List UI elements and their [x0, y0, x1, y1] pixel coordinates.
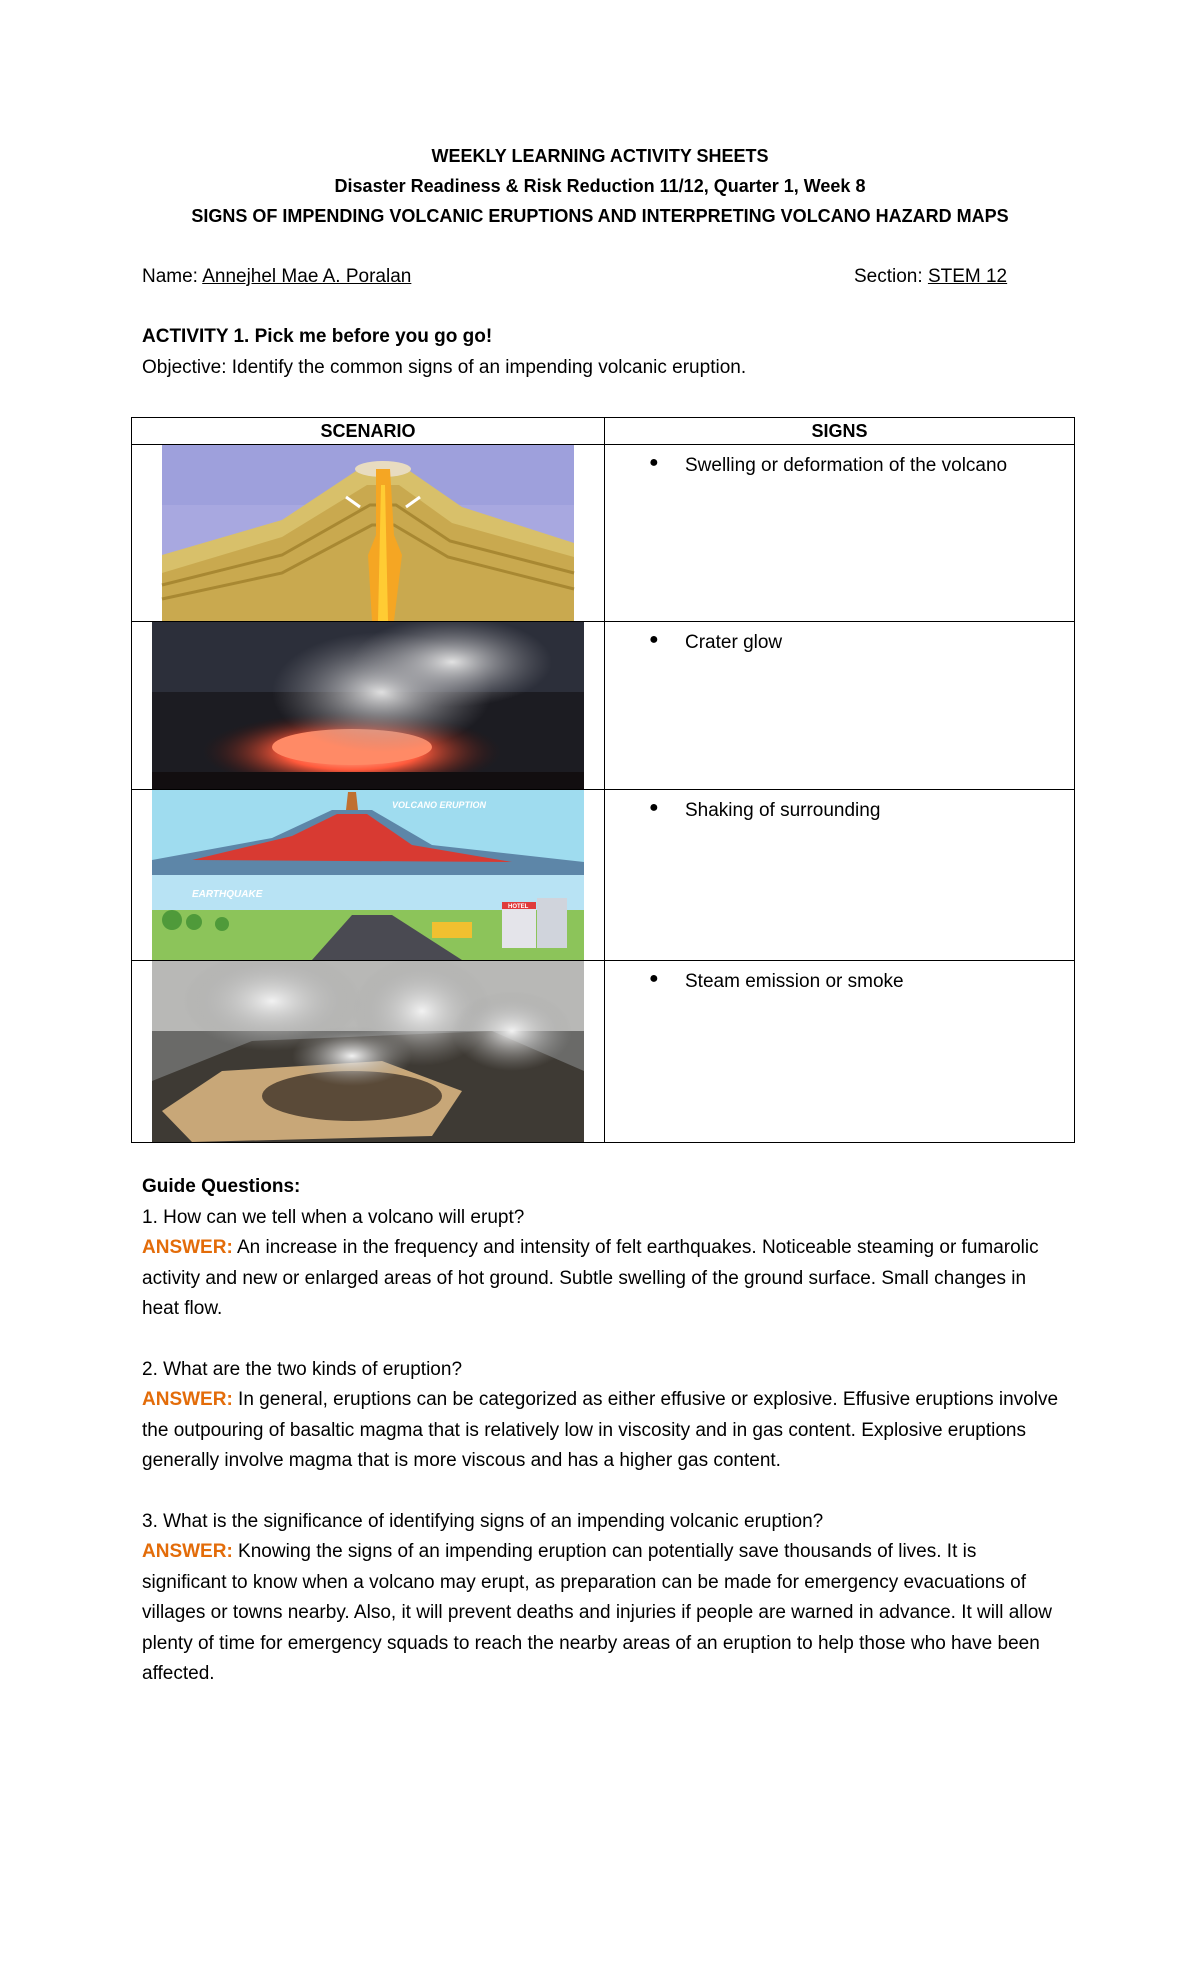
name-line [142, 266, 411, 288]
answer-2 [142, 1385, 1062, 1477]
scenario-image-cell [132, 961, 605, 1143]
bullet-icon: ● [649, 631, 659, 648]
table-row [132, 790, 1075, 961]
sign-text: Shaking of surrounding [685, 800, 881, 821]
answer-text: Knowing the signs of an impending eruption can potentially save thousands of lives. It is significant to know when a volcano may erupt, as preparation can be made for emergency evacuations of villages or towns nearby. Also, it will prevent deaths and injuries if people are warned in advance. It will allow plenty of time for emergency squads to reach the nearby areas of an eruption to help those who have been affected. [142, 1541, 1053, 1684]
crater-glow-image [132, 622, 604, 789]
steam-emission-image [132, 961, 604, 1142]
answer-3 [142, 1537, 1062, 1690]
question-1: 1. How can we tell when a volcano will erupt? [142, 1206, 525, 1228]
sign-cell [605, 445, 1075, 622]
bullet-icon: ● [649, 454, 659, 471]
scenario-image-cell [132, 445, 605, 622]
scenario-image-cell [132, 622, 605, 790]
name-label: Name: [142, 266, 203, 287]
sheet-title: WEEKLY LEARNING ACTIVITY SHEETS [431, 146, 769, 166]
signs-table [131, 417, 1075, 1143]
earthquake-illustration-image [132, 790, 604, 960]
table-row [132, 445, 1075, 622]
answer-label: ANSWER: [142, 1237, 233, 1258]
section-value: STEM 12 [927, 266, 1008, 287]
bullet-icon: ● [649, 799, 659, 816]
bullet-icon: ● [649, 970, 659, 987]
name-value: Annejhel Mae A. Poralan [202, 266, 412, 287]
topic-title: SIGNS OF IMPENDING VOLCANIC ERUPTIONS AND INTERPRETING VOLCANO HAZARD MAPS [191, 206, 1009, 226]
sign-text: Crater glow [685, 632, 783, 653]
caption-hotel: HOTEL [508, 904, 529, 910]
caption-volcano-eruption: VOLCANO ERUPTION [392, 800, 487, 810]
volcano-swelling-image [132, 445, 604, 621]
sign-cell [605, 622, 1075, 790]
table-row [132, 622, 1075, 790]
question-3: 3. What is the significance of identifying signs of an impending volcanic eruption? [142, 1510, 824, 1532]
answer-label: ANSWER: [142, 1389, 233, 1410]
answer-label: ANSWER: [142, 1541, 233, 1562]
sign-text: Swelling or deformation of the volcano [685, 455, 1008, 476]
header-signs: SIGNS [605, 418, 1075, 445]
guide-title: Guide Questions: [142, 1176, 301, 1197]
scenario-image-cell [132, 790, 605, 961]
guide-questions [142, 1172, 1062, 1690]
section-line [854, 266, 1007, 288]
activity-title: ACTIVITY 1. Pick me before you go go! [142, 326, 493, 347]
sign-cell [605, 790, 1075, 961]
section-label: Section: [854, 266, 928, 287]
course-subtitle: Disaster Readiness & Risk Reduction 11/12, Quarter 1, Week 8 [334, 176, 866, 196]
answer-text: An increase in the frequency and intensity of felt earthquakes. Noticeable steaming or fumarolic activity and new or enlarged areas of hot ground. Subtle swelling of the ground surface. Small changes in heat flow. [142, 1237, 1039, 1319]
table-header-row [132, 418, 1075, 445]
activity-objective: Objective: Identify the common signs of an impending volcanic eruption. [142, 357, 747, 378]
header-scenario: SCENARIO [132, 418, 605, 445]
caption-earthquake: EARTHQUAKE [192, 889, 263, 900]
table-row [132, 961, 1075, 1143]
sign-text: Steam emission or smoke [685, 971, 904, 992]
answer-text: In general, eruptions can be categorized as either effusive or explosive. Effusive eruptions involve the outpouring of basaltic magma that is relatively low in viscosity and in gas content. Explosive eruptions generally involve magma that is more viscous and has a higher gas content. [142, 1389, 1059, 1471]
question-2: 2. What are the two kinds of eruption? [142, 1358, 463, 1380]
answer-1 [142, 1233, 1062, 1325]
sign-cell [605, 961, 1075, 1143]
